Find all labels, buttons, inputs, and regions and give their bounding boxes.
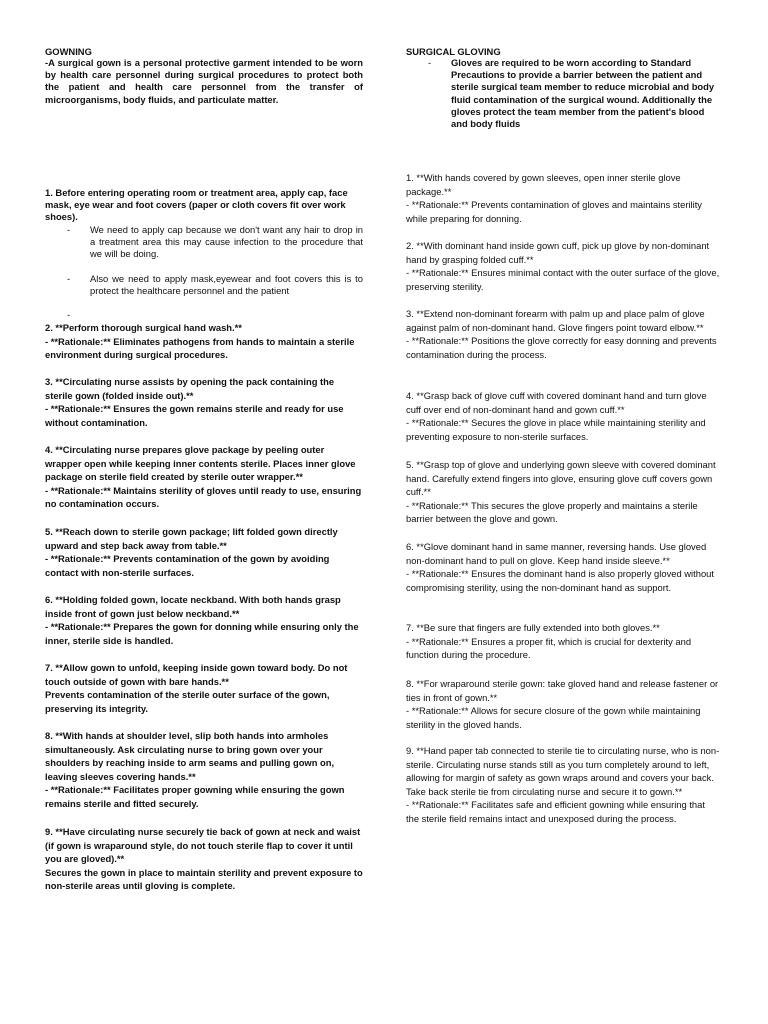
gowning-step-2: 2. **Perform thorough surgical hand wash.** - **Rationale:** Eliminates pathogens from hands to maintain a sterile environment during surgical procedures. [45,322,355,361]
gowning-intro: -A surgical gown is a personal protective garment intended to be worn by health care personnel during surgical procedures to protect both the patient and health care personnel from the transfer of microorganisms, body fluids, and particulate matter. [45,57,363,105]
gowning-step-1-sub-1: - We need to apply cap because we don't want any hair to drop in a treatment area this may cause infection to the procedure that we will be doing. [67,224,363,260]
gowning-step-4: 4. **Circulating nurse prepares glove package by peeling outer wrapper open while keeping inner contents sterile. Places inner glove package on sterile field created by sterile outer wrapper.** - **Rationale:** Maintains sterility of gloves until ready to use, ensuring no contamination occurs. [45,444,362,510]
gowning-step-1-sub-2: - Also we need to apply mask,eyewear and foot covers this is to protect the healthcare personnel and the patient [67,272,363,296]
gowning-step-3: 3. **Circulating nurse assists by opening the pack containing the sterile gown (folded inside out).** - **Rationale:** Ensures the gown remains sterile and ready for use without contamination. [45,376,344,428]
gloving-step-6: 6. **Glove dominant hand in same manner, reversing hands. Use gloved non-dominant hand to pull on glove. Keep hand inside sleeve.** - **Rationale:** Ensures the dominant hand is also properly gloved without compromising sterility, using the non-dominant hand as support. [406,541,714,593]
gowning-heading: GOWNING [45,46,92,57]
gloving-heading: SURGICAL GLOVING [406,46,501,57]
gloving-intro: Gloves are required to be worn according to Standard Precautions to provide a barrier between the patient and sterile surgical team member to reduce microbial and body fluid contamination of the surgical wound. Additionally the gloves protect the team member from the patient's blood and body fluids [451,57,715,130]
gloving-step-3: 3. **Extend non-dominant forearm with palm up and place palm of glove against palm of non-dominant hand. Glove fingers point toward elbow.** - **Rationale:** Positions the glove correctly for easy donning and prevents contamination during the process. [406,308,717,360]
gloving-step-1: 1. **With hands covered by gown sleeves, open inner sterile glove package.** - **Rationale:** Prevents contamination of gloves and maintains sterility while preparing for donning. [406,172,702,224]
gowning-step-7: 7. **Allow gown to unfold, keeping inside gown toward body. Do not touch outside of gown with bare hands.** Prevents contamination of the sterile outer surface of the gown, preserving its integrity. [45,662,348,714]
gloving-step-7: 7. **Be sure that fingers are fully extended into both gloves.** - **Rationale:** Ensures a proper fit, which is crucial for dexterity and function during the procedure. [406,622,692,661]
gowning-step-6: 6. **Holding folded gown, locate neckband. With both hands grasp inside front of gown just below neckband.** - **Rationale:** Prepares the gown for donning while ensuring only the inner, sterile side is handled. [45,594,359,646]
gowning-step-1: 1. Before entering operating room or treatment area, apply cap, face mask, eye wear and foot covers (paper or cloth covers fit over work shoes). [45,187,348,223]
gloving-step-8: 8. **For wraparound sterile gown: take gloved hand and release fastener or ties in front of gown.** - **Rationale:** Allows for secure closure of the gown while maintaining sterility in the gloved hands. [406,678,719,730]
gowning-step-1-sublist [67,224,363,309]
gowning-step-5: 5. **Reach down to sterile gown package; lift folded gown directly upward and step back away from table.** - **Rationale:** Prevents contamination of the gown by avoiding contact with non-sterile surfaces. [45,526,338,578]
gowning-lone-dash: - [67,309,71,320]
gloving-step-9: 9. **Hand paper tab connected to sterile tie to circulating nurse, who is non-sterile. Circulating nurse stands still as you turn completely around to left, allowing for margin of safety as gown wraps around and covers your back. Take back sterile tie from circulating nurse and secure it to gown.** - **Rationale:** Facilitates safe and efficient gowning while ensuring that the sterile field remains intact and unexposed during the process. [406,745,720,824]
gloving-step-4: 4. **Grasp back of glove cuff with covered dominant hand and turn glove cuff over end of non-dominant hand and gown cuff.** - **Rationale:** Secures the glove in place while maintaining sterility and preventing exposure to non-sterile surfaces. [406,390,707,442]
gloving-step-5: 5. **Grasp top of glove and underlying gown sleeve with covered dominant hand. Carefully extend fingers into glove, ensuring glove cuff covers gown cuff.** - **Rationale:** This secures the glove properly and maintains a sterile barrier between the glove and gown. [406,459,716,525]
gloving-step-2: 2. **With dominant hand inside gown cuff, pick up glove by non-dominant hand by grasping folded cuff.** - **Rationale:** Ensures minimal contact with the outer surface of the glove, preserving sterility. [406,240,720,292]
gowning-step-8: 8. **With hands at shoulder level, slip both hands into armholes simultaneously. Ask circulating nurse to bring gown over your shoulders by reaching inside to arm seams and pulling gown on, leaving sleeves covering hands.** - **Rationale:** Facilitates proper gowning while ensuring the gown remains sterile and fitted securely. [45,730,345,809]
gowning-step-9: 9. **Have circulating nurse securely tie back of gown at neck and waist (if gown is wraparound style, do not touch sterile flap to cover it until you are gloved).** Secures the gown in place to maintain sterility and prevent exposure to non-sterile areas until gloving is complete. [45,826,363,892]
gloving-intro-row: - Gloves are required to be worn according to Standard Precautions to provide a barrier between the patient and sterile surgical team member to reduce microbial and body fluid contamination of the surgical wound. Additionally the gloves protect the team member from the patient's blood and body fluids [428,57,720,130]
